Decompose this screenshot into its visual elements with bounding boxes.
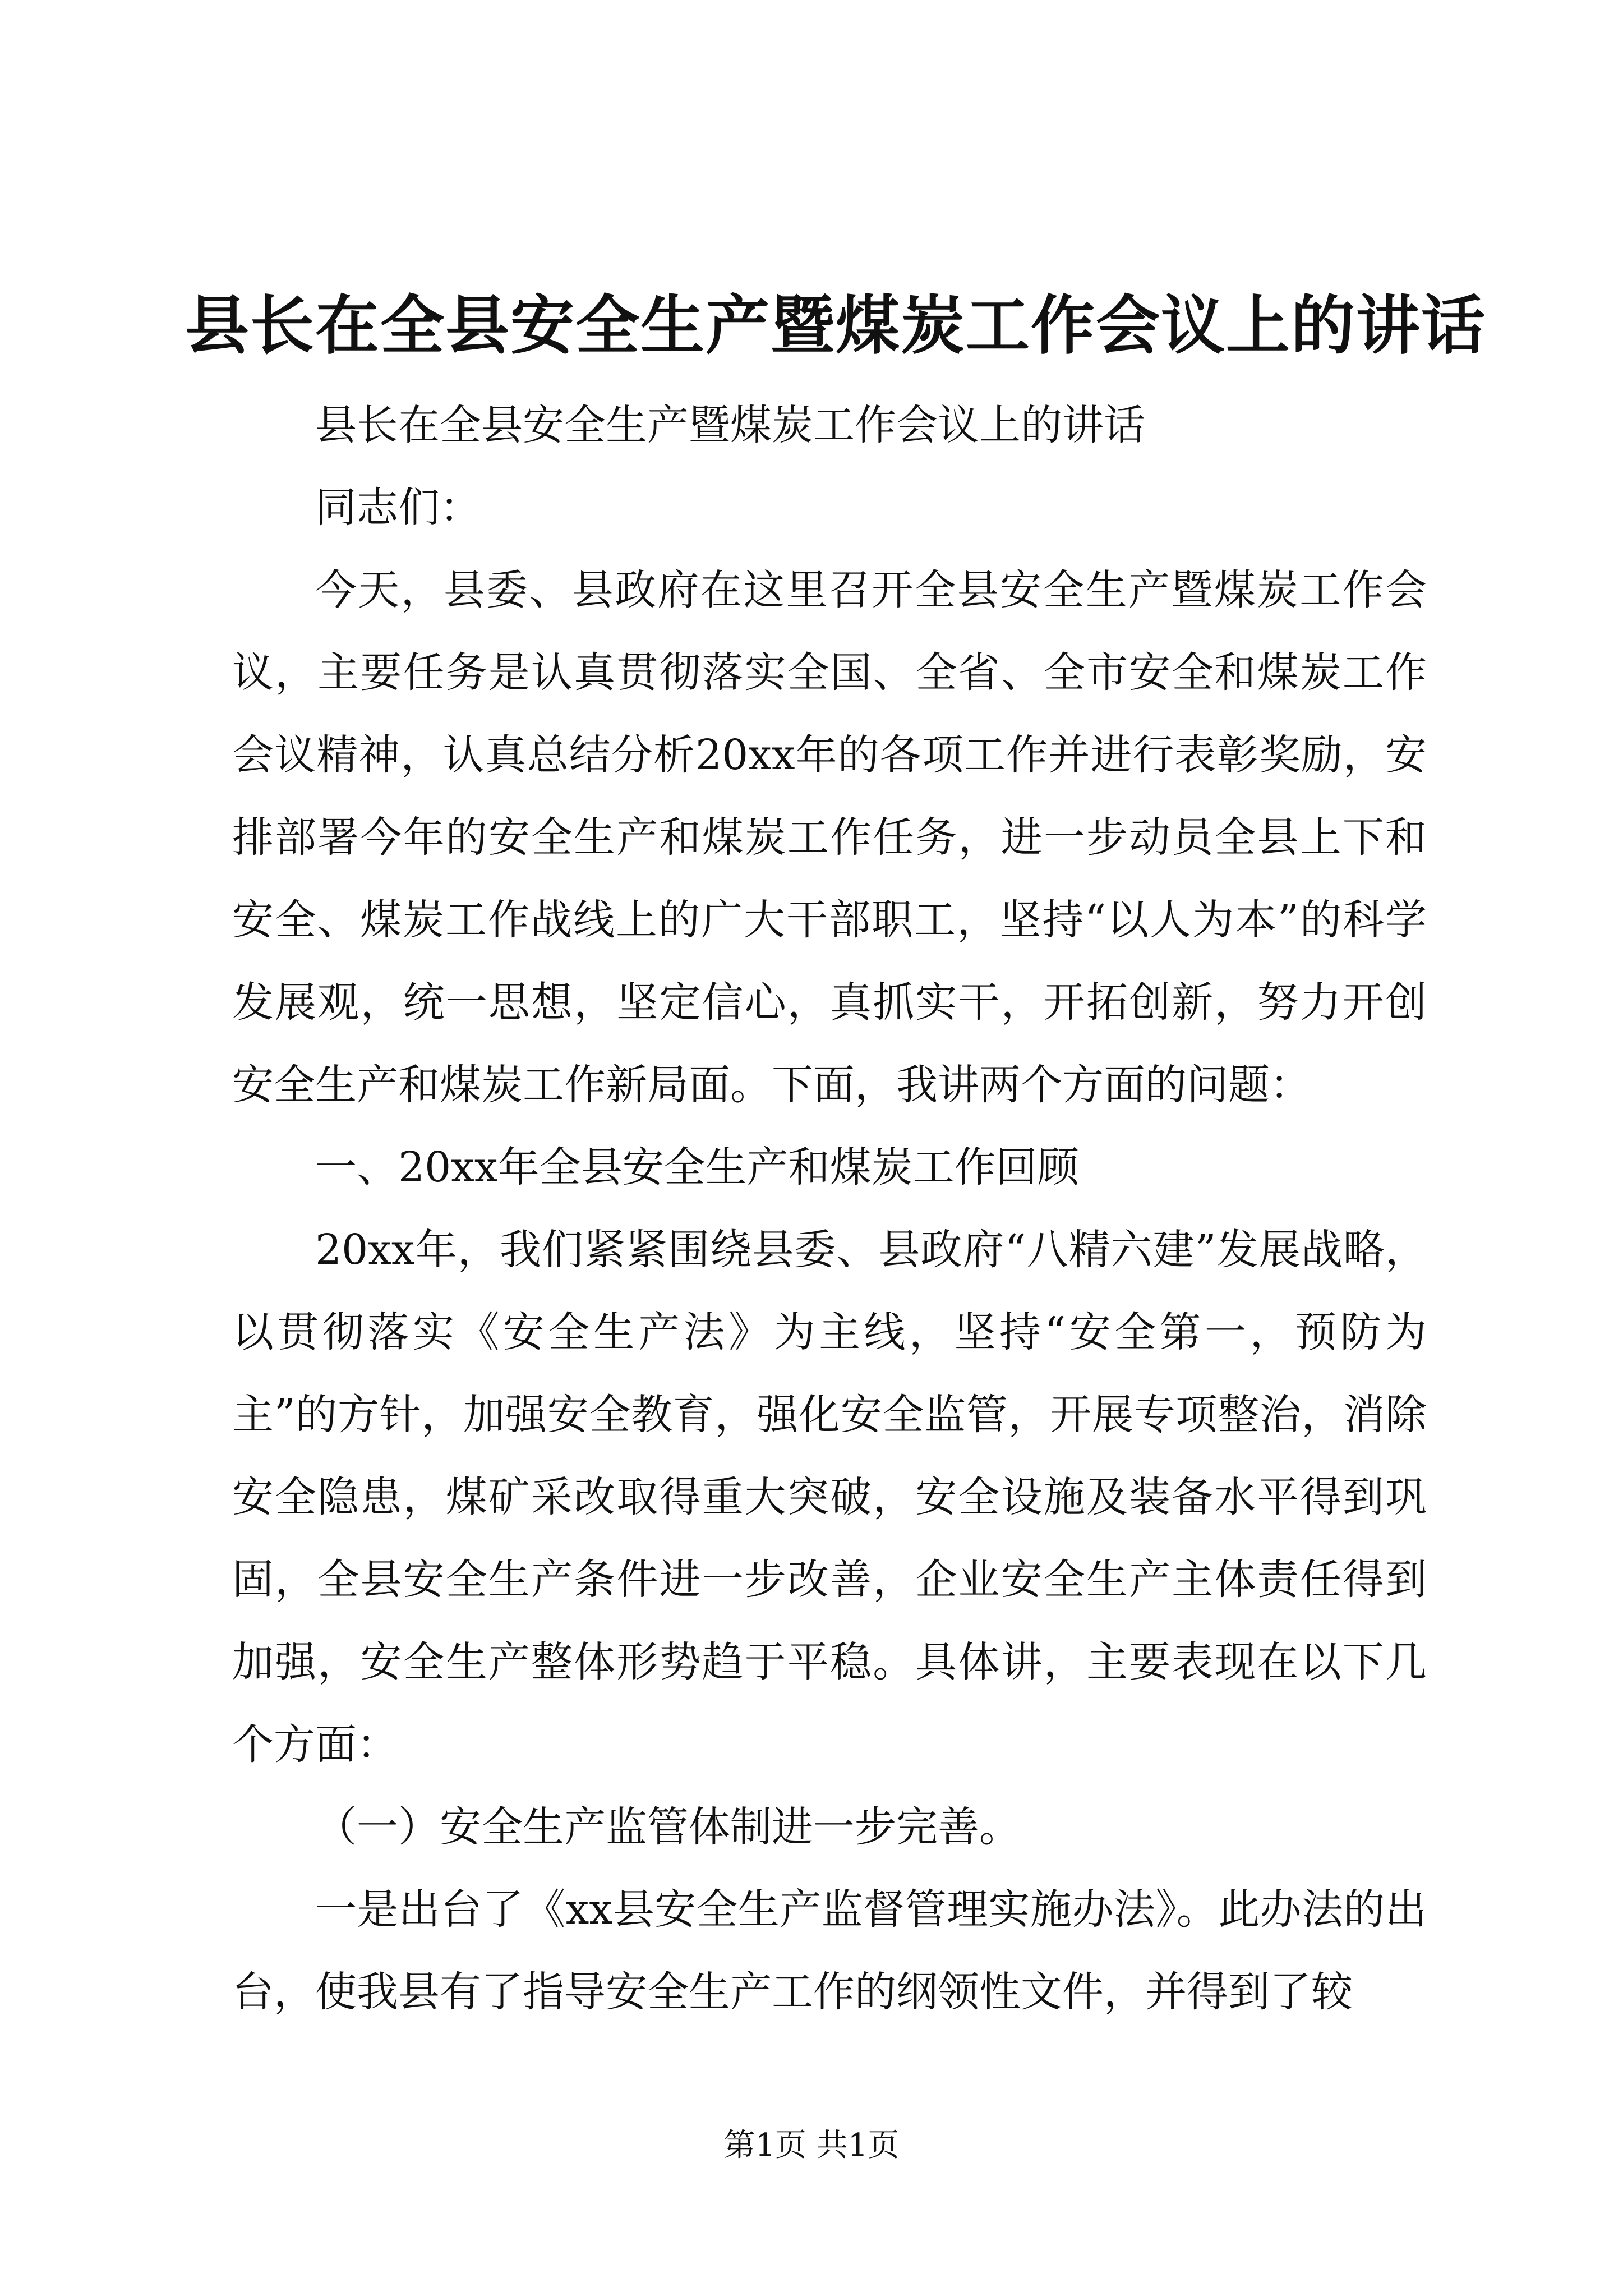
- detail-paragraph: 一是出台了《xx县安全生产监督管理实施办法》。此办法的出台，使我县有了指导安全生产工作的纲领性文件，并得到了较: [232, 1885, 1427, 2016]
- review-paragraph: 20xx年，我们紧紧围绕县委、县政府“八精六建”发展战略，以贯彻落实《安全生产法》为主线，坚持“安全第一，预防为主”的方针，加强安全教育，强化安全监管，开展专项整治，消除安全隐患，煤矿采改取得重大突破，安全设施及装备水平得到巩固，全县安全生产条件进一步改善，企业安全生产主体责任得到加强，安全生产整体形势趋于平稳。具体讲，主要表现在以下几个方面：: [232, 1226, 1427, 1769]
- subsection-heading: （一）安全生产监管体制进一步完善。: [315, 1803, 1021, 1851]
- page-footer: 第1页 共1页: [723, 2127, 900, 2164]
- document-body: [232, 384, 1427, 2033]
- intro-paragraph: 今天，县委、县政府在这里召开全县安全生产暨煤炭工作会议，主要任务是认真贯彻落实全国、全省、全市安全和煤炭工作会议精神，认真总结分析20xx年的各项工作并进行表彰奖励，安排部署今年的安全生产和煤炭工作任务，进一步动员全县上下和安全、煤炭工作战线上的广大干部职工，坚持“以人为本”的科学发展观，统一思想，坚定信心，真抓实干，开拓创新，努力开创安全生产和煤炭工作新局面。下面，我讲两个方面的问题：: [232, 566, 1427, 1109]
- section-heading: 一、20xx年全县安全生产和煤炭工作回顾: [315, 1143, 1079, 1191]
- subtitle-paragraph: 县长在全县安全生产暨煤炭工作会议上的讲话: [315, 401, 1145, 449]
- document-title: 县长在全县安全生产暨煤炭工作会议上的讲话: [185, 288, 1487, 363]
- salutation-paragraph: 同志们：: [315, 484, 481, 532]
